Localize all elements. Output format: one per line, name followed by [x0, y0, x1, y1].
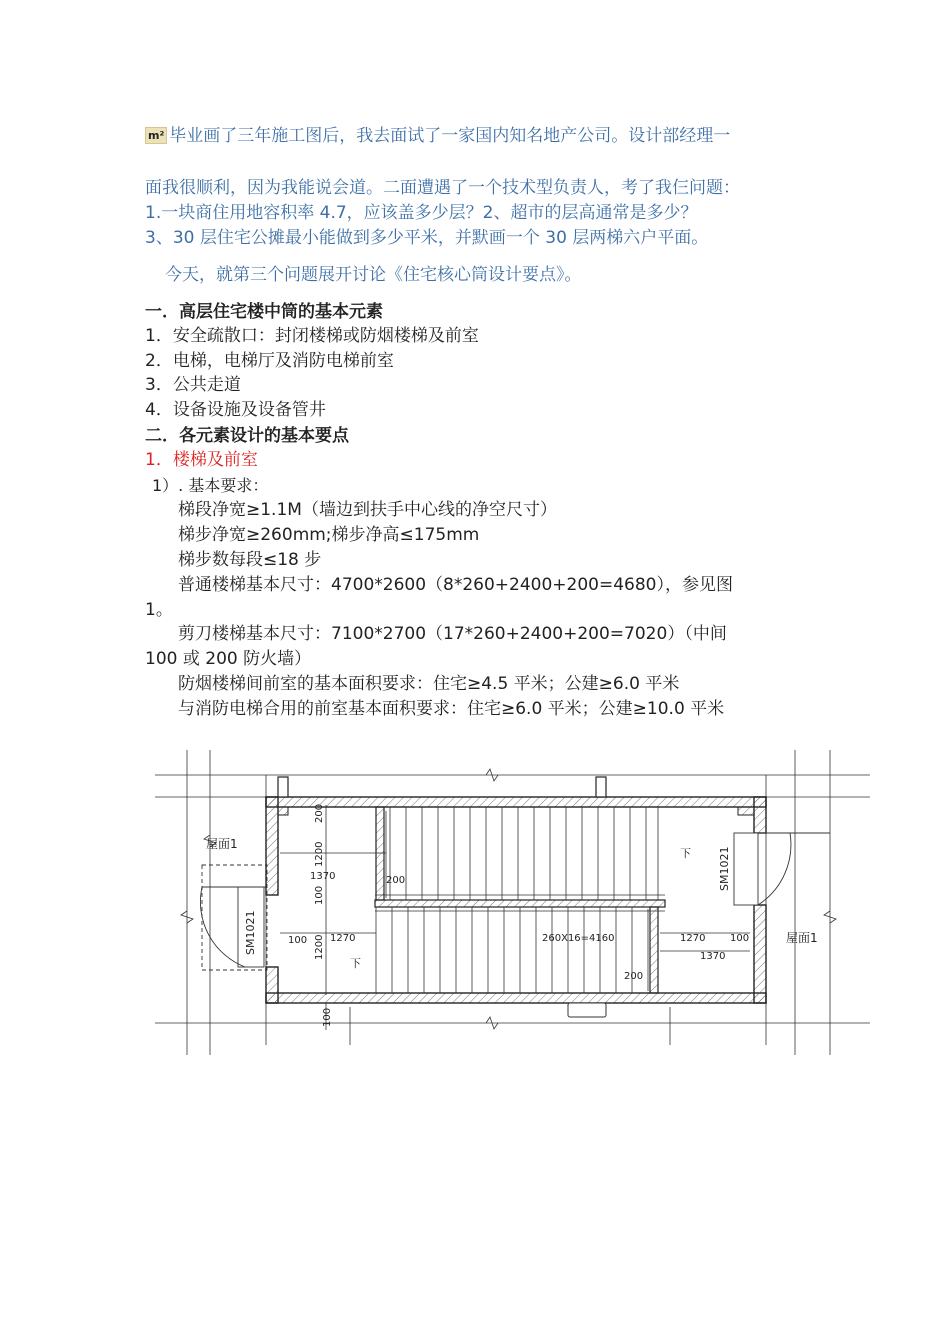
section-1-item-4: 4．设备设施及设备管井	[145, 400, 326, 420]
req-step-count: 梯步数每段≤18 步	[178, 550, 322, 570]
stair-dim-label: 260X16=4160	[542, 933, 615, 944]
req-scissor-stair-cont: 100 或 200 防火墙）	[145, 649, 312, 669]
section-2-sub-heading: 1．楼梯及前室	[145, 450, 258, 470]
roof-right-label: 屋面1	[786, 931, 818, 945]
req-stair-width: 梯段净宽≥1.1M（墙边到扶手中心线的净空尺寸）	[178, 500, 557, 520]
dim-1370-right: 1370	[700, 951, 726, 962]
req-scissor-stair: 剪刀楼梯基本尺寸：7100*2700（17*260+2400+200=7020）（中间	[178, 624, 727, 644]
req-normal-stair-cont: 1。	[145, 600, 173, 620]
req-fire-lobby-area: 与消防电梯合用的前室基本面积要求：住宅≥6.0 平米；公建≥10.0 平米	[178, 699, 725, 719]
section-1-item-1: 1．安全疏散口：封闭楼梯或防烟楼梯及前室	[145, 326, 479, 346]
walls	[266, 777, 766, 1003]
intro-line-1-text: 毕业画了三年施工图后，我去面试了一家国内知名地产公司。设计部经理一	[169, 126, 731, 146]
square-meter-icon: m²	[145, 127, 167, 144]
down-right-label: 下	[680, 847, 691, 860]
dim-1200-a: 1200	[314, 841, 325, 867]
intro-line-2: 面我很顺利，因为我能说会道。二面遭遇了一个技术型负责人，考了我仨问题：	[145, 178, 740, 198]
upper-flight	[390, 807, 658, 900]
section-1-heading: 一．高层住宅楼中筒的基本元素	[145, 302, 383, 322]
intro-line-4: 3、30 层住宅公摊最小能做到多少平米，并默画一个 30 层两梯六户平面。	[145, 228, 709, 248]
dim-1270-left: 1270	[330, 933, 356, 944]
intro-line-3: 1.一块商住用地容积率 4.7，应该盖多少层？2、超市的层高通常是多少？	[145, 203, 698, 223]
lower-flight	[376, 907, 632, 993]
req-smoke-lobby-area: 防烟楼梯间前室的基本面积要求：住宅≥4.5 平米；公建≥6.0 平米	[178, 674, 680, 694]
stair-floor-plan	[150, 745, 875, 1060]
dim-100-a: 100	[314, 885, 325, 905]
dim-100-b: 100	[288, 935, 308, 946]
intro-line-1	[145, 124, 730, 148]
section-2-heading: 二．各元素设计的基本要点	[145, 426, 349, 446]
dim-200-top: 200	[314, 803, 325, 823]
down-left-label: 下	[350, 957, 361, 970]
req-step-size: 梯步净宽≥260mm;梯步净高≤175mm	[178, 525, 480, 545]
bottom-fixture	[568, 1003, 606, 1017]
dim-1200-b: 1200	[314, 934, 325, 960]
dim-100-right: 100	[730, 933, 750, 944]
left-door-code: SM1021	[244, 910, 257, 955]
section-1-item-2: 2．电梯，电梯厅及消防电梯前室	[145, 351, 394, 371]
dim-200-bottom: 200	[624, 971, 644, 982]
dim-200-left: 200	[386, 875, 406, 886]
req-normal-stair: 普通楼梯基本尺寸：4700*2600（8*260+2400+200=4680），参见图	[178, 575, 733, 595]
right-door	[734, 833, 830, 905]
basic-requirements-label: 1）. 基本要求：	[152, 476, 269, 495]
left-door	[200, 865, 267, 970]
intro-line-5: 今天，就第三个问题展开讨论《住宅核心筒设计要点》。	[165, 265, 582, 285]
dim-100-bottom: 100	[322, 1007, 333, 1027]
dim-1270-right: 1270	[680, 933, 706, 944]
right-door-code: SM1021	[718, 846, 731, 891]
roof-left-label: 屋面1	[206, 837, 238, 851]
section-1-item-3: 3．公共走道	[145, 375, 241, 395]
dim-1370-left: 1370	[310, 871, 336, 882]
